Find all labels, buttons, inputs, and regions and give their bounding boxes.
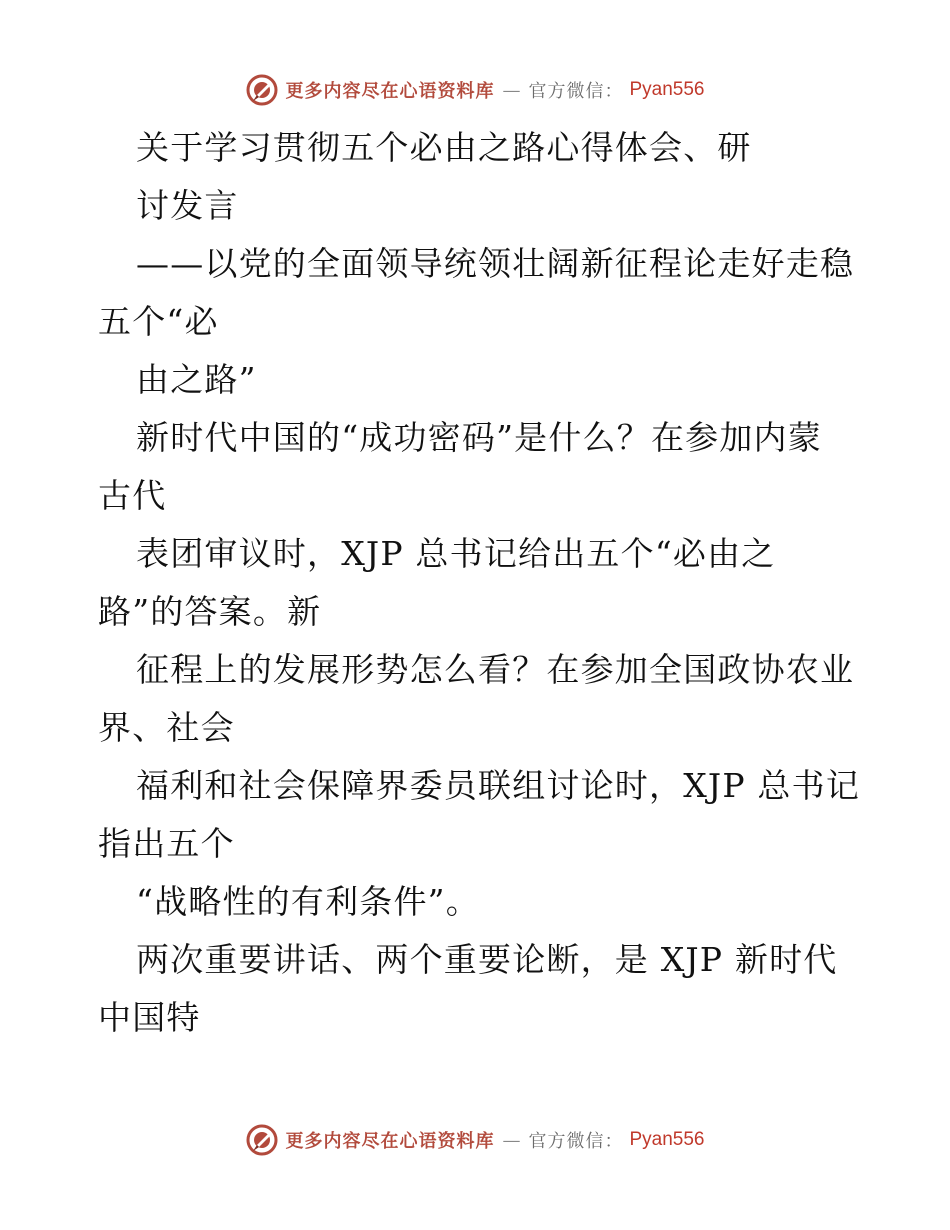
doc-paragraph-line: 新时代中国的“成功密码”是什么？在参加内蒙 — [136, 418, 822, 457]
doc-paragraph-line: 路”的答案。新 — [98, 592, 322, 631]
watermark-dash: — — [502, 1129, 521, 1151]
watermark-wechat-label: 官方微信： — [528, 81, 624, 102]
watermark-site-text: 更多内容尽在心语资料库 — [285, 81, 495, 102]
doc-paragraph-line: 福利和社会保障界委员联组讨论时，XJP 总书记 — [136, 766, 861, 805]
doc-paragraph-line: 指出五个 — [98, 824, 235, 863]
watermark-dash: — — [502, 79, 521, 101]
doc-subtitle-line-1: ——以党的全面领导统领壮阔新征程论走好走稳 — [136, 244, 855, 283]
watermark-site-text: 更多内容尽在心语资料库 — [285, 1131, 495, 1152]
header-watermark — [0, 70, 950, 110]
doc-paragraph-line: 两次重要讲话、两个重要论断，是 XJP 新时代 — [136, 940, 838, 979]
doc-paragraph-line: 界、社会 — [98, 708, 235, 747]
doc-subtitle-line-2: 五个“必 — [98, 302, 219, 341]
pen-seal-logo-icon — [245, 1123, 279, 1157]
watermark-wechat-id: Pyan556 — [629, 79, 705, 100]
watermark-wechat-id: Pyan556 — [629, 1129, 705, 1150]
doc-subtitle-line-3: 由之路” — [136, 360, 257, 399]
doc-paragraph-line: 中国特 — [98, 998, 201, 1037]
footer-watermark — [0, 1120, 950, 1160]
doc-title-line-1: 关于学习贯彻五个必由之路心得体会、研 — [136, 128, 752, 167]
doc-paragraph-line: “战略性的有利条件”。 — [136, 882, 480, 921]
doc-paragraph-line: 古代 — [98, 476, 167, 515]
doc-paragraph-line: 表团审议时，XJP 总书记给出五个“必由之 — [136, 534, 776, 573]
watermark-wechat-label: 官方微信： — [528, 1131, 624, 1152]
pen-seal-logo-icon — [245, 73, 279, 107]
doc-paragraph-line: 征程上的发展形势怎么看？在参加全国政协农业 — [136, 650, 855, 689]
doc-title-line-2: 讨发言 — [136, 186, 239, 225]
